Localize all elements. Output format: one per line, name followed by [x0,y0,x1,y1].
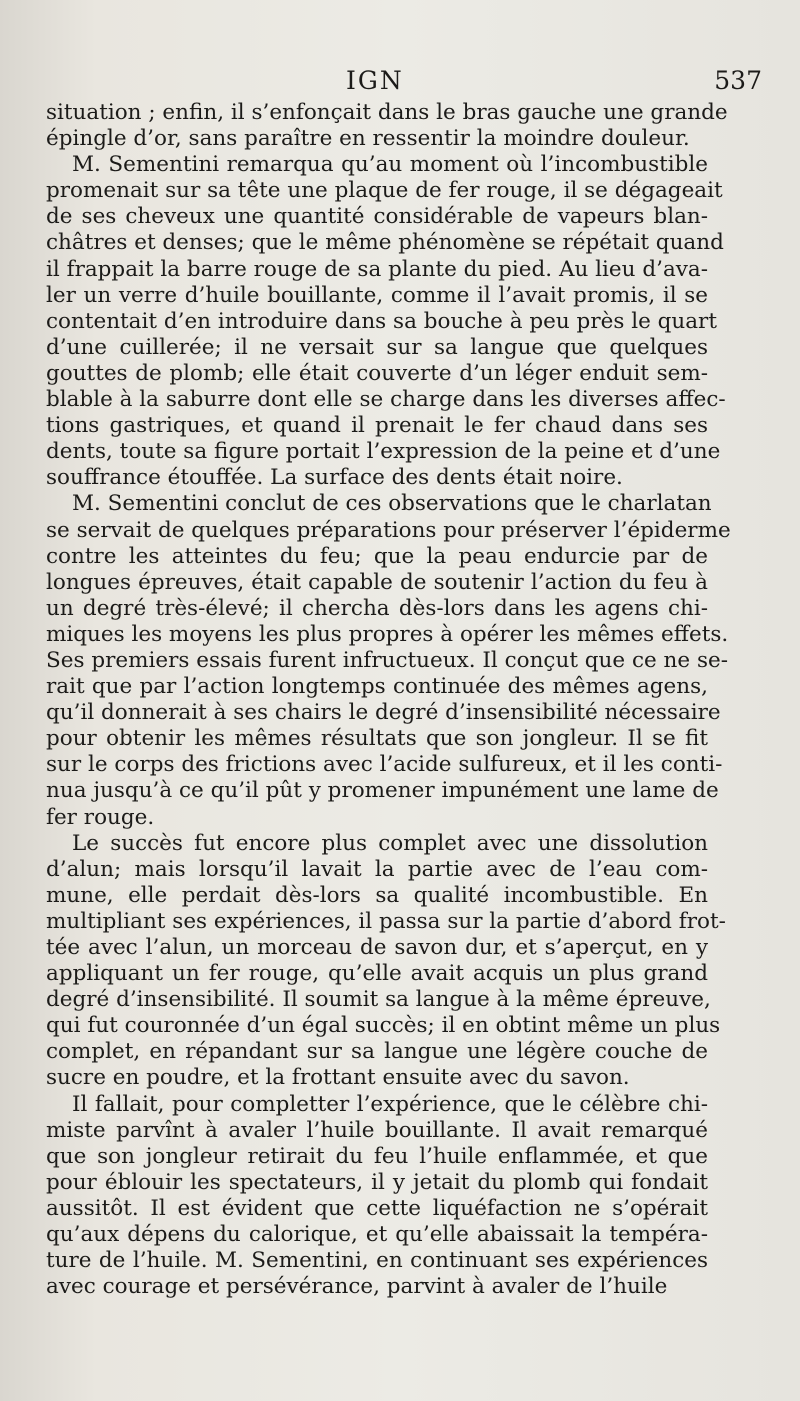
paragraph [46,100,728,152]
text-line: tions gastriques, et quand il prenait le fer chaud dans ses [46,413,708,439]
text-line: degré d’insensibilité. Il soumit sa langue à la même épreuve, [46,987,711,1013]
text-line: aussitôt. Il est évident que cette liquéfaction ne s’opérait [46,1195,708,1221]
text-line: blable à la saburre dont elle se charge dans les diverses affec- [46,387,726,413]
paragraph [46,830,726,1092]
page-header [0,66,800,100]
text-line: qui fut couronnée d’un égal succès; il en obtint même un plus [46,1013,721,1039]
text-line: promenait sur sa tête une plaque de fer rouge, il se dégageait [46,178,723,204]
text-line: complet, en répandant sur sa langue une légère couche de [46,1039,708,1065]
page-number: 537 [714,66,762,95]
text-line: mune, elle perdait dès-lors sa qualité incombustible. En [46,882,708,908]
text-line: contentait d’en introduire dans sa bouche à peu près le quart [46,308,717,334]
text-line: que son jongleur retirait du feu l’huile enflammée, et que [46,1143,708,1169]
text-line: Le succès fut encore plus complet avec une dissolution [72,830,708,856]
text-line: contre les atteintes du feu; que la peau endurcie par de [46,543,708,569]
text-line: sur le corps des frictions avec l’acide sulfureux, et il les conti- [46,752,723,778]
text-line: tée avec l’alun, un morceau de savon dur, et s’aperçut, en y [46,935,708,960]
text-line: d’alun; mais lorsqu’il lavait la partie avec de l’eau com- [46,856,708,882]
text-line: situation ; enfin, il s’enfonçait dans le bras gauche une grande [46,100,728,125]
paragraph [46,1092,708,1301]
running-head: IGN [346,66,404,95]
paragraph [46,491,731,830]
text-line: rait que par l’action longtemps continuée des mêmes agens, [46,674,708,700]
text-line: pour obtenir les mêmes résultats que son jongleur. Il se fit [46,726,708,752]
text-line: qu’il donnerait à ses chairs le degré d’insensibilité nécessaire [46,700,721,726]
text-line: dents, toute sa figure portait l’expression de la peine et d’une [46,439,721,465]
text-line: fer rouge. [46,804,155,830]
text-line: longues épreuves, était capable de soutenir l’action du feu à [46,569,708,595]
text-line: appliquant un fer rouge, qu’elle avait acquis un plus grand [46,961,708,987]
text-line: M. Sementini remarqua qu’au moment où l’incombustible [72,152,708,178]
text-line: nua jusqu’à ce qu’il pût y promener impunément une lame de [46,778,719,804]
text-line: il frappait la barre rouge de sa plante du pied. Au lieu d’ava- [46,256,708,282]
text-line: gouttes de plomb; elle était couverte d’un léger enduit sem- [46,360,708,386]
text-line: souffrance étouffée. La surface des dents était noire. [46,465,623,491]
text-line: M. Sementini conclut de ces observations que le charlatan [72,491,712,517]
body-text [46,100,731,1300]
text-line: Ses premiers essais furent infructueux. Il conçut que ce ne se- [46,647,728,673]
text-line: miques les moyens les plus propres à opérer les mêmes effets. [46,621,729,647]
text-line: qu’aux dépens du calorique, et qu’elle abaissait la tempéra- [46,1222,708,1248]
text-line: épingle d’or, sans paraître en ressentir la moindre douleur. [46,126,690,152]
text-line: pour éblouir les spectateurs, il y jetait du plomb qui fondait [46,1169,708,1195]
text-line: un degré très-élevé; il chercha dès-lors dans les agens chi- [46,595,708,621]
text-line: de ses cheveux une quantité considérable de vapeurs blan- [46,204,708,230]
text-line: châtres et denses; que le même phénomène se répétait quand [46,230,724,256]
text-line: multipliant ses expériences, il passa sur la partie d’abord frot- [46,908,726,934]
text-line: d’une cuillerée; il ne versait sur sa langue que quelques [46,334,708,360]
text-line: ture de l’huile. M. Sementini, en continuant ses expériences [46,1248,708,1274]
text-line: ler un verre d’huile bouillante, comme il l’avait promis, il se [46,282,708,308]
text-line: sucre en poudre, et la frottant ensuite avec du savon. [46,1065,630,1091]
text-line: Il fallait, pour completter l’expérience, que le célèbre chi- [72,1091,708,1117]
text-line: se servait de quelques préparations pour préserver l’épiderme [46,517,731,543]
paragraph [46,152,726,491]
text-line: avec courage et persévérance, parvint à avaler de l’huile [46,1274,668,1300]
text-line: miste parvînt à avaler l’huile bouillante. Il avait remarqué [46,1117,708,1143]
